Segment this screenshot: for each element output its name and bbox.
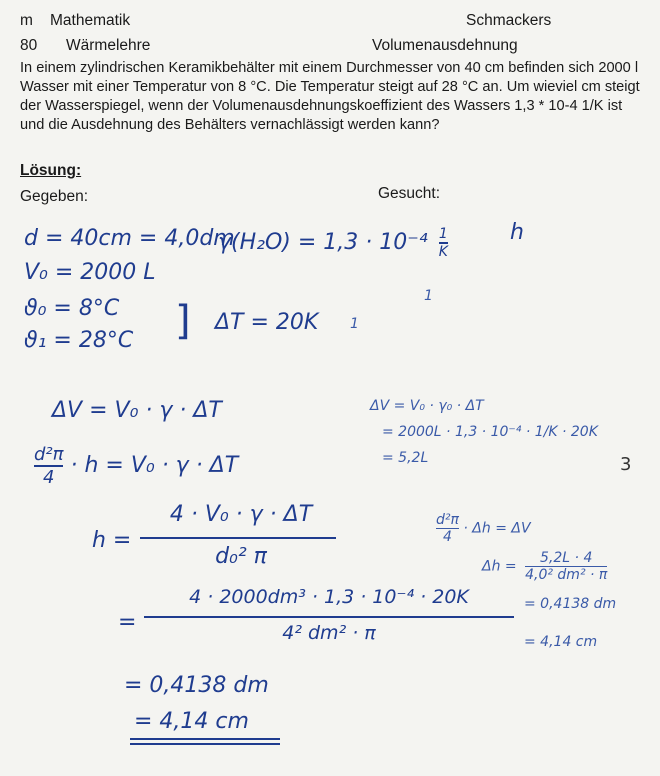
eq-sub-fraction-bar [144,616,514,618]
header-topic: Wärmelehre [66,37,151,54]
result-underline-2 [130,743,280,745]
given-v0: V₀ = 2000 L [24,260,156,285]
side-h-line2 [482,550,607,583]
eq-h-denominator: d₀² π [215,544,267,569]
margin-mark-a: 1 [424,288,433,304]
side-h-line1-rhs: · Δh = ΔV [463,520,531,537]
eq-h-label: h = [92,528,132,553]
eq-sub-denominator: 4² dm² · π [282,622,376,644]
margin-mark-b: 3 [620,454,632,475]
bracket-mark: ] [175,298,191,344]
given-gamma-value: γ(H₂O) = 1,3 · 10⁻⁴ [218,230,428,255]
side-h-line2-numerator: 5,2L · 4 [540,550,593,566]
side-h-line4: = 4,14 cm [524,634,598,650]
eq-volume-height-rhs: · h = V₀ · γ · ΔT [70,453,239,478]
side-h-line2-lhs: Δh = [482,558,517,575]
eq-delta-v: ΔV = V₀ · γ · ΔT [52,398,222,423]
wanted-h: h [510,220,524,245]
eq-h-numerator: 4 · V₀ · γ · ΔT [169,502,313,527]
eq-sub-equals: = [118,610,137,635]
given-delta-t: ΔT = 20K [215,310,319,335]
eq-h-fraction-bar [140,537,336,539]
gamma-unit-fraction [439,226,448,260]
solution-heading: Lösung: [20,162,82,179]
result-dm: = 0,4138 dm [124,673,269,698]
side-dv-line1: ΔV = V₀ · γ₀ · ΔT [370,398,484,414]
side-h-line3: = 0,4138 dm [524,596,617,612]
gamma-unit-denominator: K [438,244,448,260]
eq-area-denominator: 4 [43,467,55,488]
result-underline-1 [130,738,280,740]
task-text: In einem zylindrischen Keramikbehälter mit einem Durchmesser von 40 cm befinden sich 2000 l Wasser mit einer Temperatur von 8 °C. Die Temperatur steigt auf 28 °C an. Um wieviel cm steigt der Wasserspiegel, wenn der Volumenausdehnungskoeffizient des Wassers 1,3 * 10-4 1/K ist und die Ausdehnung des Behälters vernachlässigt werden kann? [20,60,640,133]
header-prefix: m [20,12,33,29]
side-h-area-numerator: d²π [436,512,459,528]
given-label: Gegeben: [20,188,89,205]
side-h-area-denominator: 4 [443,529,452,545]
header-author: Schmackers [466,12,552,29]
given-theta1: ϑ₁ = 28°C [24,328,134,353]
given-diameter: d = 40cm = 4,0dm [24,226,235,251]
side-h-line2-denominator: 4,0² dm² · π [525,567,608,583]
eq-area-fraction [34,444,63,488]
header-subject: Mathematik [50,12,131,29]
header-subtopic: Volumenausdehnung [372,37,518,54]
side-h-line2-fraction [525,550,607,583]
delta-t-mark: 1 [350,316,359,332]
side-h-area-fraction [436,512,459,545]
given-gamma [218,226,448,260]
side-dv-line2: = 2000L · 1,3 · 10⁻⁴ · 1/K · 20K [382,424,598,440]
side-dv-line3: = 5,2L [382,450,429,466]
eq-sub-numerator: 4 · 2000dm³ · 1,3 · 10⁻⁴ · 20K [189,586,469,608]
eq-volume-height [34,444,238,488]
result-cm: = 4,14 cm [134,709,249,734]
gamma-unit-numerator: 1 [438,226,448,242]
given-theta0: ϑ₀ = 8°C [24,296,120,321]
eq-area-numerator: d²π [34,444,64,465]
side-h-line1 [436,512,531,545]
wanted-label: Gesucht: [378,185,441,202]
header-number: 80 [20,37,38,54]
